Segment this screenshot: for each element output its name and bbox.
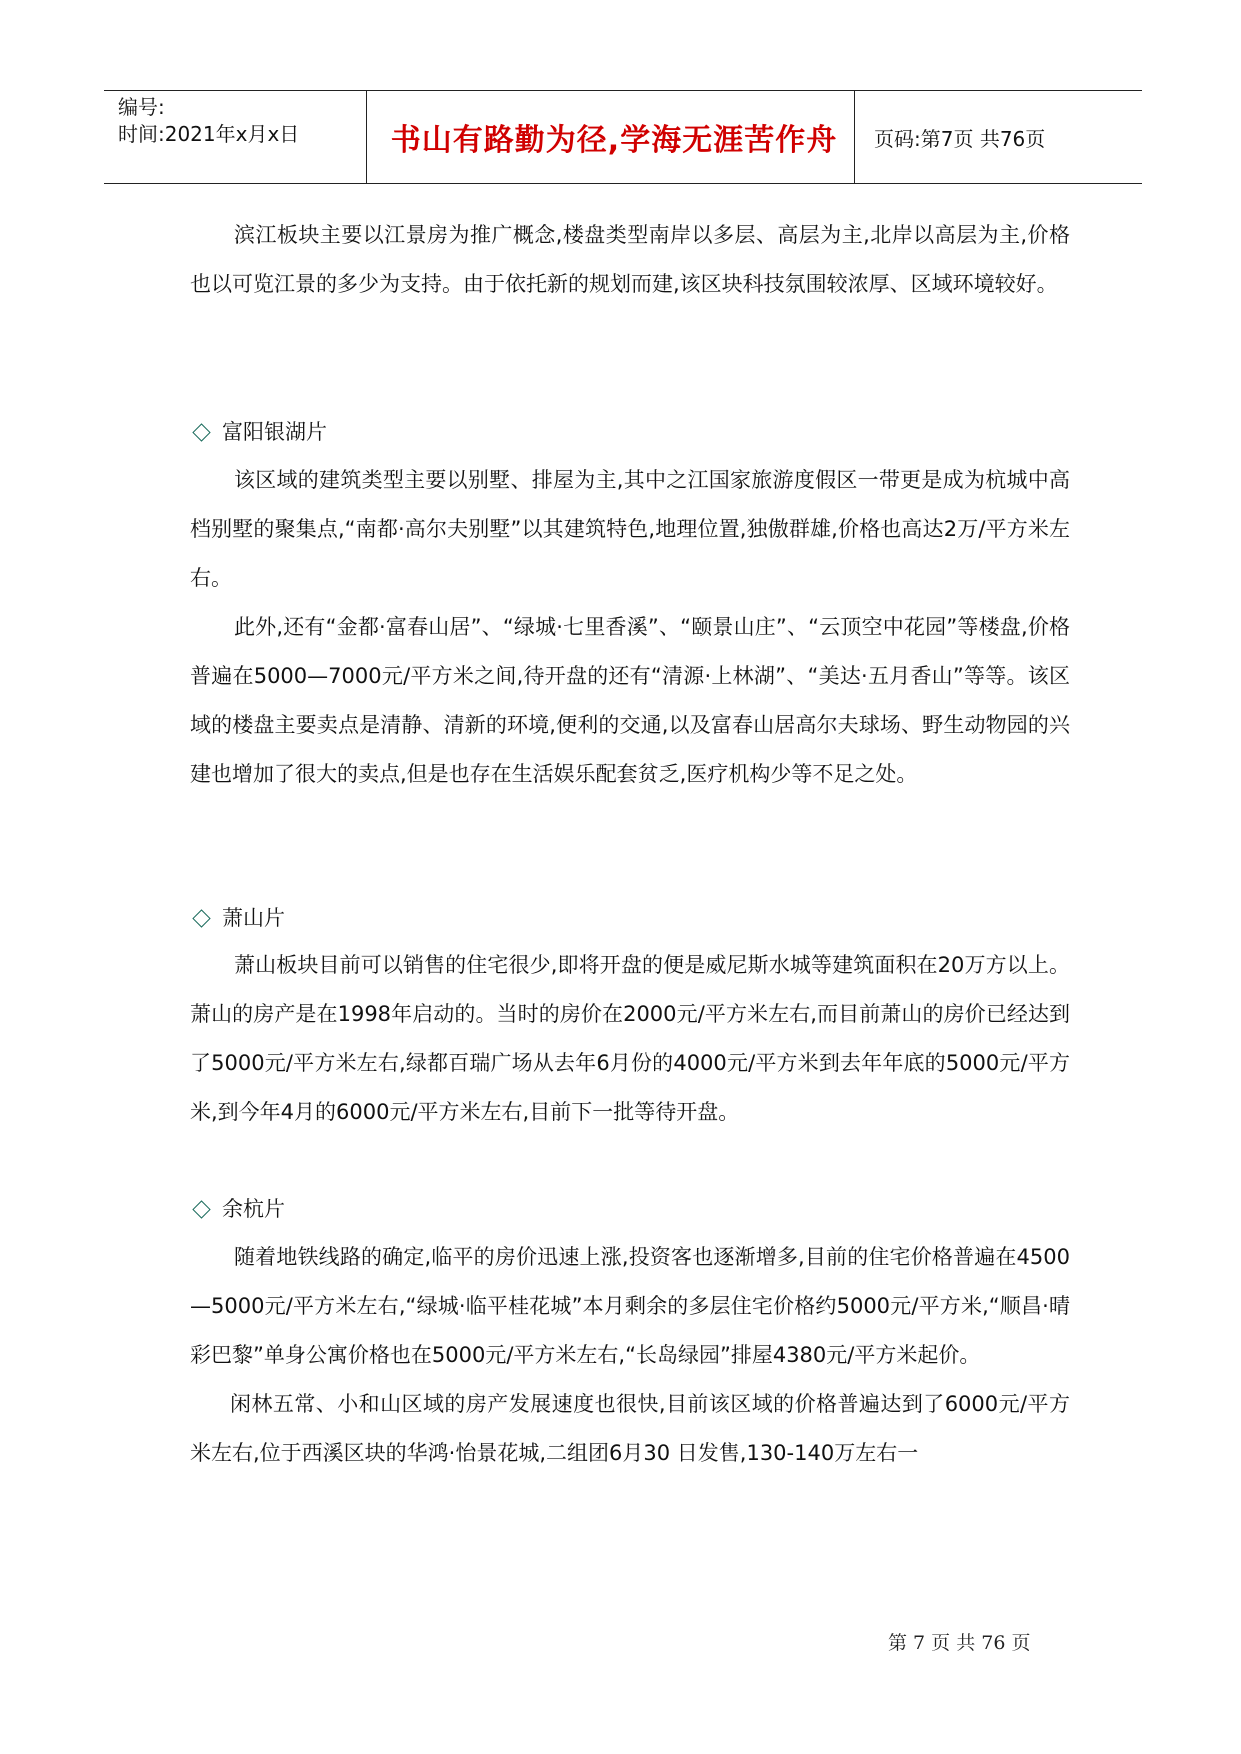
header-page-label: 页码:第7页 共76页 [874, 126, 1046, 151]
header-motto: 书山有路勤为径,学海无涯苦作舟 [390, 123, 838, 158]
section-title: 富阳银湖片 [222, 420, 327, 444]
header-divider-left [366, 91, 367, 183]
section-body-fuyang [190, 456, 1070, 799]
section-heading-yuhang [190, 1194, 285, 1224]
section-heading-fuyang [190, 417, 327, 447]
paragraph: 萧山板块目前可以销售的住宅很少,即将开盘的便是威尼斯水城等建筑面积在20万方以上。萧山的房产是在1998年启动的。当时的房价在2000元/平方米左右,而目前萧山的房价已经达到了5000元/平方米左右,绿都百瑞广场从去年6月份的4000元/平方米到去年年底的5000元/平方米,到今年4月的6000元/平方米左右,目前下一批等待开盘。 [190, 953, 1070, 1124]
section-title: 余杭片 [222, 1197, 285, 1221]
paragraph: 闲林五常、小和山区域的房产发展速度也很快,目前该区域的价格普遍达到了6000元/平方米左右,位于西溪区块的华鸿·怡景花城,二组团6月30 日发售,130-140万左右一 [190, 1392, 1070, 1465]
diamond-bullet-icon [192, 1200, 210, 1218]
intro-paragraph: 滨江板块主要以江景房为推广概念,楼盘类型南岸以多层、高层为主,北岸以高层为主,价格也以可览江景的多少为支持。由于依托新的规划而建,该区块科技氛围较浓厚、区域环境较好。 [190, 223, 1070, 296]
page-footer: 第 7 页 共 76 页 [888, 1632, 1031, 1654]
number-label: 编号: [118, 95, 165, 119]
paragraph: 该区域的建筑类型主要以别墅、排屋为主,其中之江国家旅游度假区一带更是成为杭城中高档别墅的聚集点,“南都·高尔夫别墅”以其建筑特色,地理位置,独傲群雄,价格也高达2万/平方米左右。 [190, 468, 1070, 590]
paragraph: 随着地铁线路的确定,临平的房价迅速上涨,投资客也逐渐增多,目前的住宅价格普遍在4500—5000元/平方米左右,“绿城·临平桂花城”本月剩余的多层住宅价格约5000元/平方米,“顺昌·晴彩巴黎”单身公寓价格也在5000元/平方米左右,“长岛绿园”排屋4380元/平方米起价。 [190, 1245, 1070, 1367]
section-body-xiaoshan [190, 941, 1070, 1137]
diamond-bullet-icon [192, 423, 210, 441]
section-title: 萧山片 [222, 906, 285, 930]
time-label: 时间:2021年x月x日 [118, 122, 300, 146]
section-heading-xiaoshan [190, 903, 285, 933]
diamond-bullet-icon [192, 909, 210, 927]
header-divider-right [854, 91, 855, 183]
intro-block [190, 211, 1070, 309]
paragraph: 此外,还有“金都·富春山居”、“绿城·七里香溪”、“颐景山庄”、“云顶空中花园”等楼盘,价格普遍在5000—7000元/平方米之间,待开盘的还有“清源·上林湖”、“美达·五月香山”等等。该区域的楼盘主要卖点是清静、清新的环境,便利的交通,以及富春山居高尔夫球场、野生动物园的兴建也增加了很大的卖点,但是也存在生活娱乐配套贫乏,医疗机构少等不足之处。 [190, 615, 1070, 786]
page-header [104, 90, 1142, 184]
section-body-yuhang [190, 1233, 1070, 1478]
header-meta [118, 91, 358, 183]
